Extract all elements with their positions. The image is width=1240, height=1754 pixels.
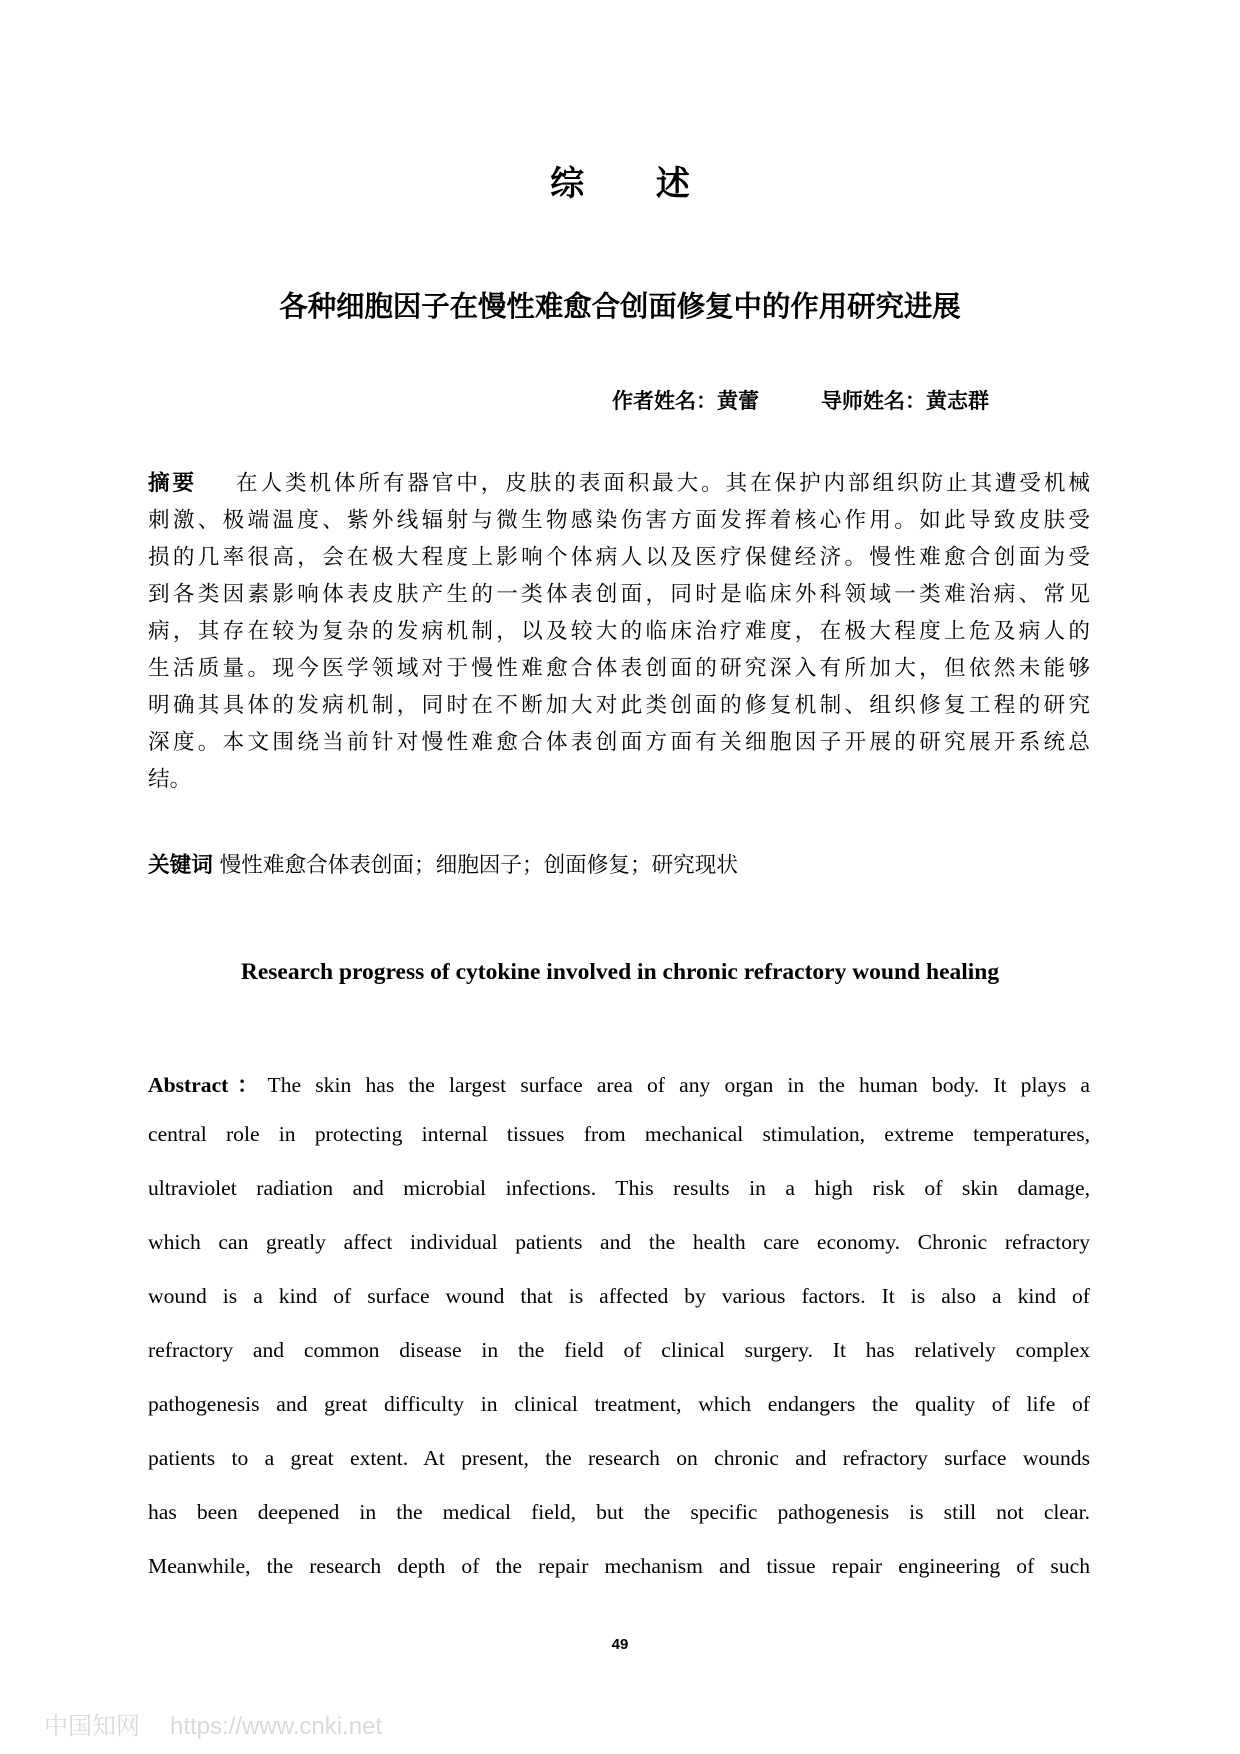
abstract-cn-line: 摘要 在人类机体所有器官中，皮肤的表面积最大。其在保护内部组织防止其遭受机械 xyxy=(148,471,1090,496)
keywords-cn-label: 关键词 xyxy=(148,853,213,878)
keywords-cn-text: 慢性难愈合体表创面；细胞因子；创面修复；研究现状 xyxy=(219,853,738,878)
abstract-cn-line: 深度。本文围绕当前针对慢性难愈合体表创面方面有关细胞因子开展的研究展开系统总 xyxy=(148,730,1090,755)
abstract-cn-label: 摘要 xyxy=(148,471,197,496)
keywords-cn xyxy=(148,848,738,879)
page-number: 49 xyxy=(611,1636,629,1653)
abstract-en-line: has been deepened in the medical field, but the specific pathogenesis is still not clear. xyxy=(148,1500,1090,1524)
section-title: 综 述 xyxy=(550,164,720,204)
watermark-url: https://www.cnki.net xyxy=(170,1713,383,1740)
abstract-cn-line: 损的几率很高，会在极大程度上影响个体病人以及医疗保健经济。慢性难愈合创面为受 xyxy=(148,545,1090,570)
abstract-en-label: Abstract： xyxy=(148,1073,268,1097)
author-name: 作者姓名：黄蕾 xyxy=(612,389,759,413)
abstract-en-line: Abstract：The skin has the largest surface area of any organ in the human body. It plays a xyxy=(148,1073,1090,1097)
abstract-en-line: pathogenesis and great difficulty in clinical treatment, which endangers the quality of life of xyxy=(148,1392,1090,1416)
abstract-en-line: Meanwhile, the research depth of the repair mechanism and tissue repair engineering of such xyxy=(148,1554,1090,1578)
watermark-site-name: 中国知网 xyxy=(44,1713,140,1740)
abstract-cn-line: 刺激、极端温度、紫外线辐射与微生物感染伤害方面发挥着核心作用。如此导致皮肤受 xyxy=(148,508,1090,533)
paper-title-cn: 各种细胞因子在慢性难愈合创面修复中的作用研究进展 xyxy=(279,290,961,323)
abstract-cn-line: 病，其存在较为复杂的发病机制，以及较大的临床治疗难度，在极大程度上危及病人的 xyxy=(148,619,1090,644)
author-line xyxy=(612,385,989,415)
abstract-cn-line: 生活质量。现今医学领域对于慢性难愈合体表创面的研究深入有所加大，但依然未能够 xyxy=(148,656,1090,681)
advisor-name: 导师姓名：黄志群 xyxy=(821,389,989,413)
paper-title-en: Research progress of cytokine involved in chronic refractory wound healing xyxy=(240,959,1000,985)
abstract-en-line: which can greatly affect individual patients and the health care economy. Chronic refractory xyxy=(148,1230,1090,1254)
abstract-cn-line: 明确其具体的发病机制，同时在不断加大对此类创面的修复机制、组织修复工程的研究 xyxy=(148,693,1090,718)
abstract-en-line: ultraviolet radiation and microbial infections. This results in a high risk of skin damage, xyxy=(148,1176,1090,1200)
abstract-en-line: patients to a great extent. At present, the research on chronic and refractory surface wounds xyxy=(148,1446,1090,1470)
abstract-en-line: wound is a kind of surface wound that is affected by various factors. It is also a kind of xyxy=(148,1284,1090,1308)
abstract-en-line: central role in protecting internal tissues from mechanical stimulation, extreme temperatures, xyxy=(148,1122,1090,1146)
abstract-cn-line: 结。 xyxy=(148,767,192,792)
cnki-watermark xyxy=(44,1706,382,1741)
abstract-en-line: refractory and common disease in the field of clinical surgery. It has relatively complex xyxy=(148,1338,1090,1362)
abstract-cn-line: 到各类因素影响体表皮肤产生的一类体表创面，同时是临床外科领域一类难治病、常见 xyxy=(148,582,1090,607)
